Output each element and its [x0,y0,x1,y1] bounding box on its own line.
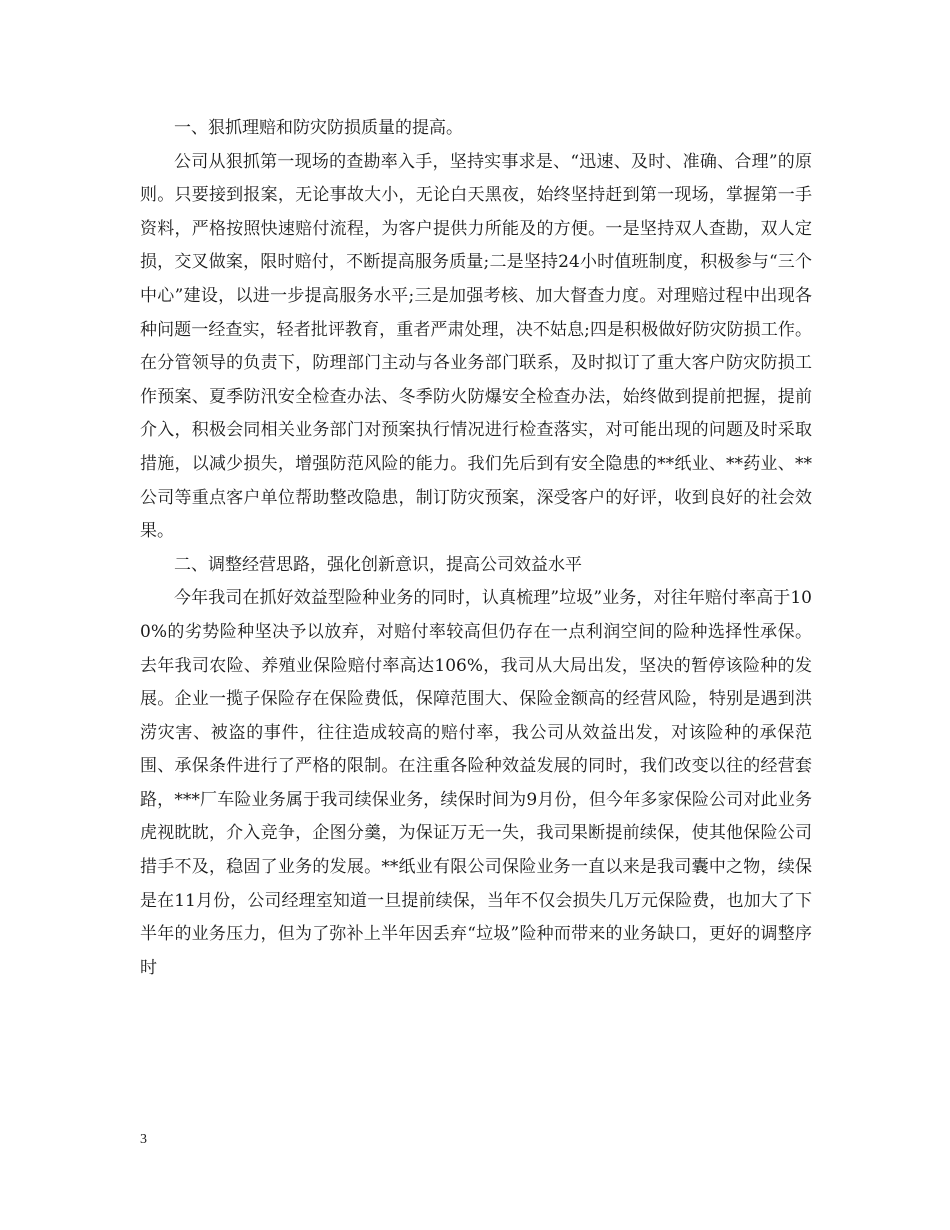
section-heading-1: 一、狠抓理赔和防灾防损质量的提高。 [174,118,463,138]
page-number: 3 [140,1132,147,1147]
paragraph-claims-and-loss-prevention: 公司从狠抓第一现场的查勘率入手，坚持实事求是、“迅速、及时、准确、合理”的原则。只要接到报案，无论事故大小，无论白天黑夜，始终坚持赶到第一现场，掌握第一手资料，严格按照快速赔付流程，为客户提供力所能及的方便。一是坚持双人查勘，双人定损，交叉做案，限时赔付，不断提高服务质量;二是坚持24小时值班制度，积极参与“三个中心”建设，以进一步提高服务水平;三是加强考核、加大督查力度。对理赔过程中出现各种问题一经查实，轻者批评教育，重者严肃处理，决不姑息;四是积极做好防灾防损工作。在分管领导的负责下，防理部门主动与各业务部门联系，及时拟订了重大客户防灾防损工作预案、夏季防汛安全检查办法、冬季防火防爆安全检查办法，始终做到提前把握，提前介入，积极会同相关业务部门对预案执行情况进行检查落实，对可能出现的问题及时采取措施，以减少损失，增强防范风险的能力。我们先后到有安全隐患的**纸业、**药业、**公司等重点客户单位帮助整改隐患，制订防灾预案，深受客户的好评，收到良好的社会效果。 [140,151,812,542]
section-heading-2: 二、调整经营思路，强化创新意识，提高公司效益水平 [174,554,582,575]
paragraph-business-strategy: 今年我司在抓好效益型险种业务的同时，认真梳理”垃圾”业务，对往年赔付率高于100%的劣势险种坚决予以放弃，对赔付率较高但仍存在一点利润空间的险种选择性承保。去年我司农险、养殖业保险赔付率高达106%，我司从大局出发，坚决的暂停该险种的发展。企业一揽子保险存在保险费低，保障范围大、保险金额高的经营风险，特别是遇到洪涝灾害、被盗的事件，往往造成较高的赔付率，我公司从效益出发，对该险种的承保范围、承保条件进行了严格的限制。在注重各险种效益发展的同时，我们改变以往的经营套路，***厂车险业务属于我司续保业务，续保时间为9月份，但今年多家保险公司对此业务虎视眈眈，介入竞争，企图分羹，为保证万无一失，我司果断提前续保，使其他保险公司措手不及，稳固了业务的发展。**纸业有限公司保险业务一直以来是我司囊中之物，续保是在11月份，公司经理室知道一旦提前续保，当年不仅会损失几万元保险费，也加大了下半年的业务压力，但为了弥补上半年因丢弃“垃圾”险种而带来的业务缺口，更好的调整序时 [140,588,812,978]
document-body [140,112,812,985]
